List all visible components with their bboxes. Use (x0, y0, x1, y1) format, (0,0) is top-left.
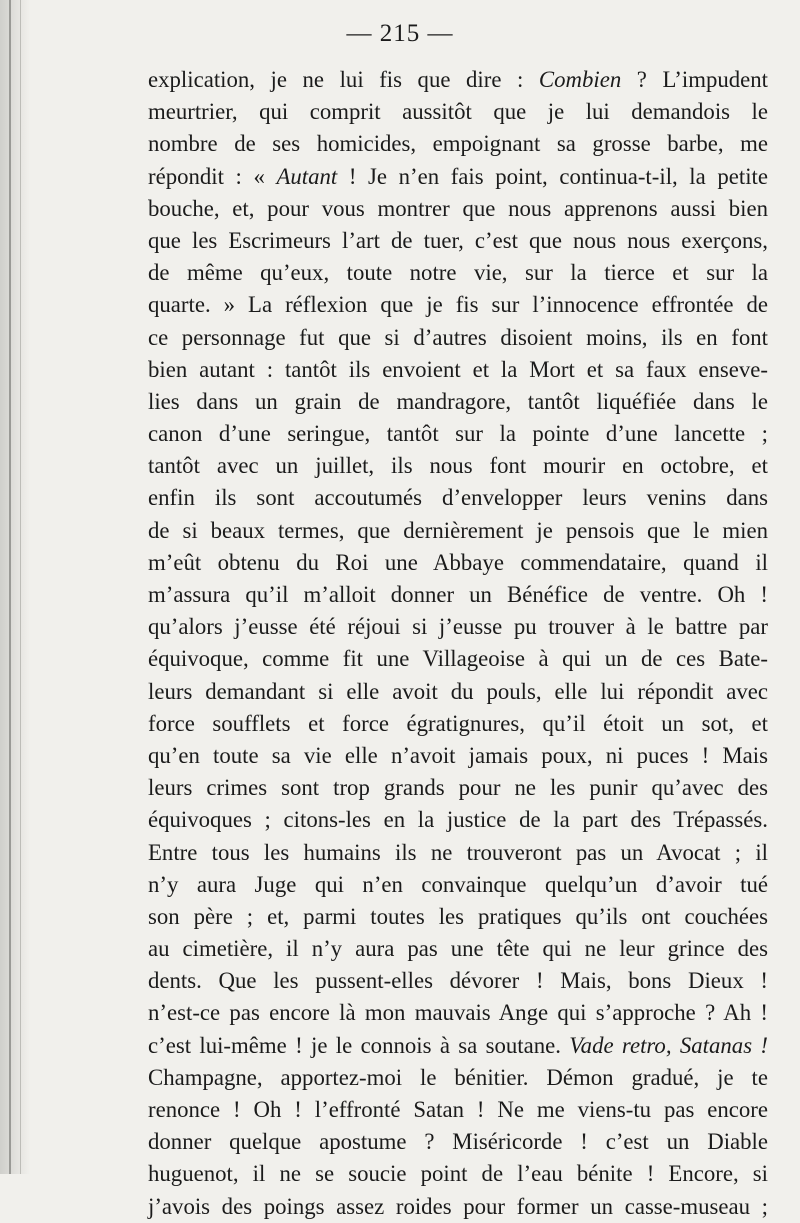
text-line (148, 225, 768, 257)
text-line (148, 837, 768, 869)
text-line (148, 161, 768, 193)
text-line (148, 708, 768, 740)
text-segment: son père ; et, parmi toutes les pratiques qu’ils ont couchées (148, 903, 768, 929)
text-line (148, 1191, 768, 1223)
text-line (148, 354, 768, 386)
text-segment: m’eût obtenu du Roi une Abbaye commendataire, quand il (148, 549, 768, 575)
text-segment: force soufflets et force égratignures, qu’il étoit un sot, et (148, 710, 768, 736)
text-segment: de si beaux termes, que dernièrement je pensois que le mien (148, 517, 768, 543)
text-line (148, 1030, 768, 1062)
text-line (148, 933, 768, 965)
text-segment: n’est-ce pas encore là mon mauvais Ange qui s’approche ? Ah ! (148, 1000, 768, 1026)
text-line (148, 257, 768, 289)
body-text (148, 64, 768, 1223)
text-line (148, 997, 768, 1029)
text-line (148, 901, 768, 933)
italic-text: Combien (538, 67, 622, 92)
text-line (148, 482, 768, 514)
text-segment: Champagne, apportez-moi le bénitier. Démon gradué, je te (148, 1064, 768, 1090)
text-segment: ? L’impudent (621, 67, 768, 92)
text-segment: m’assura qu’il m’alloit donner un Bénéfice de ventre. Oh ! (148, 582, 768, 607)
text-segment: meurtrier, qui comprit aussitôt que je lui demandois le (148, 99, 768, 125)
page-number: — 215 — (346, 20, 454, 47)
text-line (148, 869, 768, 901)
text-segment: dents. Que les pussent-elles dévorer ! Mais, bons Dieux ! (148, 968, 768, 994)
text-segment: ce personnage fut que si d’autres disoient moins, ils en font (148, 324, 768, 350)
text-line (148, 547, 768, 579)
text-line (148, 289, 768, 321)
gutter-shadow-line (9, 0, 11, 1174)
text-line (148, 96, 768, 128)
text-line (148, 676, 768, 708)
text-line (148, 611, 768, 643)
text-segment: Entre tous les humains ils ne trouveront pas un Avocat ; il (148, 839, 768, 865)
text-segment: c’est lui-même ! je le connois à sa soutane. (148, 1032, 570, 1058)
text-line (148, 1062, 768, 1094)
text-line (148, 1126, 768, 1158)
text-line (148, 772, 768, 804)
binding-gutter (0, 0, 30, 1174)
text-segment: explication, je ne lui fis que dire : (148, 67, 539, 92)
gutter-edge-line (20, 0, 21, 1174)
text-line (148, 740, 768, 772)
text-segment: huguenot, il ne se soucie point de l’eau bénite ! Encore, si (148, 1161, 768, 1187)
text-line (148, 418, 768, 450)
text-line (148, 643, 768, 675)
text-line (148, 965, 768, 997)
text-line (148, 322, 768, 354)
text-segment: répondit : « (148, 163, 277, 189)
text-segment: de même qu’eux, toute notre vie, sur la tierce et sur la (148, 260, 768, 286)
text-segment: leurs demandant si elle avoit du pouls, elle lui répondit avec (148, 678, 768, 704)
text-segment: équivoque, comme fit une Villageoise à qui un de ces Bate- (148, 646, 768, 672)
text-line (148, 1158, 768, 1190)
text-line (148, 515, 768, 547)
text-segment: au cimetière, il n’y aura pas une tête qui ne leur grince des (148, 936, 768, 962)
text-line (148, 579, 768, 611)
text-line (148, 1094, 768, 1126)
text-segment: bouche, et, pour vous montrer que nous apprenons aussi bien (148, 195, 768, 221)
text-segment: ! Je n’en fais point, continua-t-il, la petite (337, 163, 768, 189)
text-segment: enfin ils sont accoutumés d’envelopper leurs venins dans (148, 485, 768, 511)
text-segment: donner quelque apostume ? Miséricorde ! c’est un Diable (148, 1129, 768, 1155)
text-line (148, 450, 768, 482)
text-segment: équivoques ; citons-les en la justice de la part des Trépassés. (148, 807, 768, 833)
text-segment: qu’en toute sa vie elle n’avoit jamais poux, ni puces ! Mais (148, 742, 768, 768)
text-segment: leurs crimes sont trop grands pour ne les punir qu’avec des (148, 775, 768, 801)
text-segment: qu’alors j’eusse été réjoui si j’eusse pu trouver à le battre par (148, 614, 768, 640)
text-line (148, 386, 768, 418)
text-segment: que les Escrimeurs l’art de tuer, c’est que nous nous exerçons, (148, 227, 768, 253)
text-segment: quarte. » La réflexion que je fis sur l’innocence effrontée de (148, 292, 768, 318)
text-line (148, 64, 768, 96)
italic-text: Vade retro, Satanas ! (569, 1032, 768, 1058)
text-segment: canon d’une seringue, tantôt sur la pointe d’une lancette ; (148, 421, 768, 447)
text-line (148, 128, 768, 160)
text-segment: n’y aura Juge qui n’en convainque quelqu’un d’avoir tué (148, 871, 768, 897)
text-segment: tantôt avec un juillet, ils nous font mourir en octobre, et (148, 453, 768, 479)
text-segment: j’avois des poings assez roides pour former un casse-museau ; (148, 1193, 768, 1219)
text-segment: bien autant : tantôt ils envoient et la Mort et sa faux enseve- (148, 356, 768, 382)
text-segment: lies dans un grain de mandragore, tantôt liquéfiée dans le (148, 388, 768, 414)
text-segment: nombre de ses homicides, empoignant sa grosse barbe, me (148, 131, 768, 157)
text-line (148, 804, 768, 836)
text-line (148, 193, 768, 225)
text-segment: renonce ! Oh ! l’effronté Satan ! Ne me viens-tu pas encore (148, 1097, 768, 1122)
italic-text: Autant (276, 163, 338, 189)
